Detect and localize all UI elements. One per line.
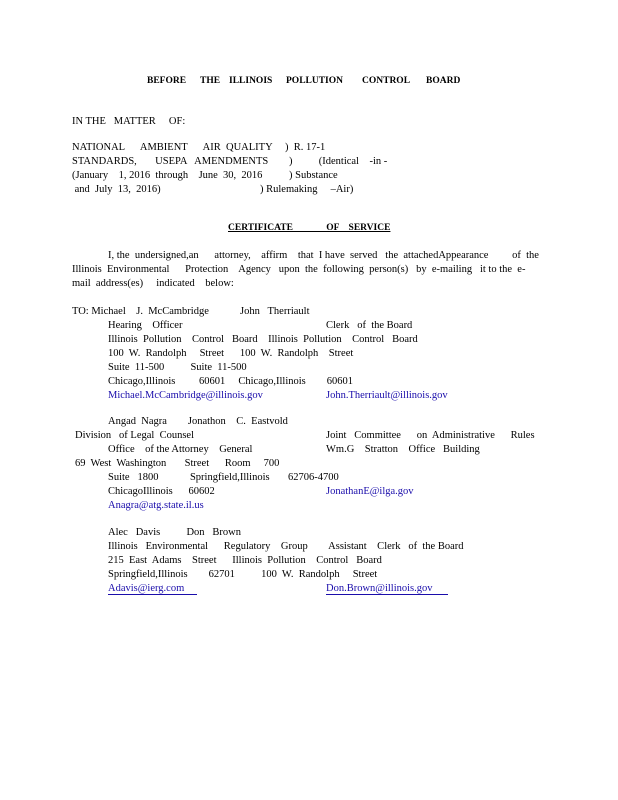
heading-word: CONTROL (362, 76, 411, 86)
caption-right-line: ) Rulemaking –Air) (260, 184, 354, 195)
certificate-title: CERTIFICATE OF SERVICE (228, 223, 391, 233)
recipient-org: Joint Committee on Administrative Rules (326, 430, 535, 441)
heading-word: ILLINOIS (229, 76, 273, 86)
recipient-name: Alec Davis Don Brown (108, 527, 241, 538)
recipient-to-label: TO: Michael J. McCambridge (72, 306, 209, 317)
recipient-org: Division of Legal Counsel (75, 430, 194, 441)
recipient-org: Illinois Environmental Regulatory Group Assistant Clerk of the Board (108, 541, 464, 552)
recipient-address: Wm.G Stratton Office Building (326, 444, 480, 455)
email-link[interactable]: Adavis@ierg.com (108, 583, 197, 595)
in-the-matter: IN THE MATTER OF: (72, 116, 186, 127)
recipient-address: 215 East Adams Street Illinois Pollution Control Board (108, 555, 382, 566)
email-link[interactable]: Michael.McCambridge@illinois.gov (108, 390, 263, 401)
caption-right-line: ) (Identical -in - (289, 156, 388, 167)
recipient-city: ChicagoIllinois 60602 (108, 486, 215, 497)
recipient-address: 100 W. Randolph Street 100 W. Randolph Street (108, 348, 354, 359)
body-line: I, the undersigned,an attorney, affirm that I have served the attachedAppearance of the (108, 250, 539, 261)
heading-word: BOARD (426, 76, 461, 86)
caption-left-line: and July 13, 2016) (72, 184, 161, 195)
recipient-name: Angad Nagra Jonathon C. Eastvold (108, 416, 288, 427)
heading-word: POLLUTION (286, 76, 344, 86)
caption-left-line: NATIONAL AMBIENT AIR QUALITY (72, 142, 273, 153)
caption-left-line: STANDARDS, USEPA AMENDMENTS (72, 156, 269, 167)
recipient-name: John Therriault (240, 306, 310, 317)
recipient-org: Office of the Attorney General (108, 444, 253, 455)
recipient-address: Suite 1800 Springfield,Illinois 62706-4700 (108, 472, 339, 483)
caption-right-line: ) R. 17-1 (285, 142, 326, 153)
email-link[interactable]: John.Therriault@illinois.gov (326, 390, 448, 401)
caption-left-line: (January 1, 2016 through June 30, 2016 (72, 170, 263, 181)
recipient-city: Chicago,Illinois 60601 Chicago,Illinois 60601 (108, 376, 353, 387)
email-link[interactable]: Anagra@atg.state.il.us (108, 500, 204, 511)
recipient-title: Hearing Officer (108, 320, 183, 331)
caption-right-line: ) Substance (289, 170, 338, 181)
email-link[interactable]: Don.Brown@illinois.gov (326, 583, 448, 595)
recipient-org: Illinois Pollution Control Board Illinois Pollution Control Board (108, 334, 418, 345)
recipient-city: Springfield,Illinois 62701 100 W. Randolph Street (108, 569, 378, 580)
heading-word: BEFORE (147, 76, 187, 86)
heading-word: THE (200, 76, 221, 86)
body-line: mail address(es) indicated below: (72, 278, 234, 289)
recipient-address: Suite 11-500 Suite 11-500 (108, 362, 247, 373)
recipient-title: Clerk of the Board (326, 320, 413, 331)
recipient-address: 69 West Washington Street Room 700 (75, 458, 280, 469)
email-link[interactable]: JonathanE@ilga.gov (326, 486, 414, 497)
body-line: Illinois Environmental Protection Agency upon the following person(s) by e-mailing it to the e- (72, 264, 526, 275)
